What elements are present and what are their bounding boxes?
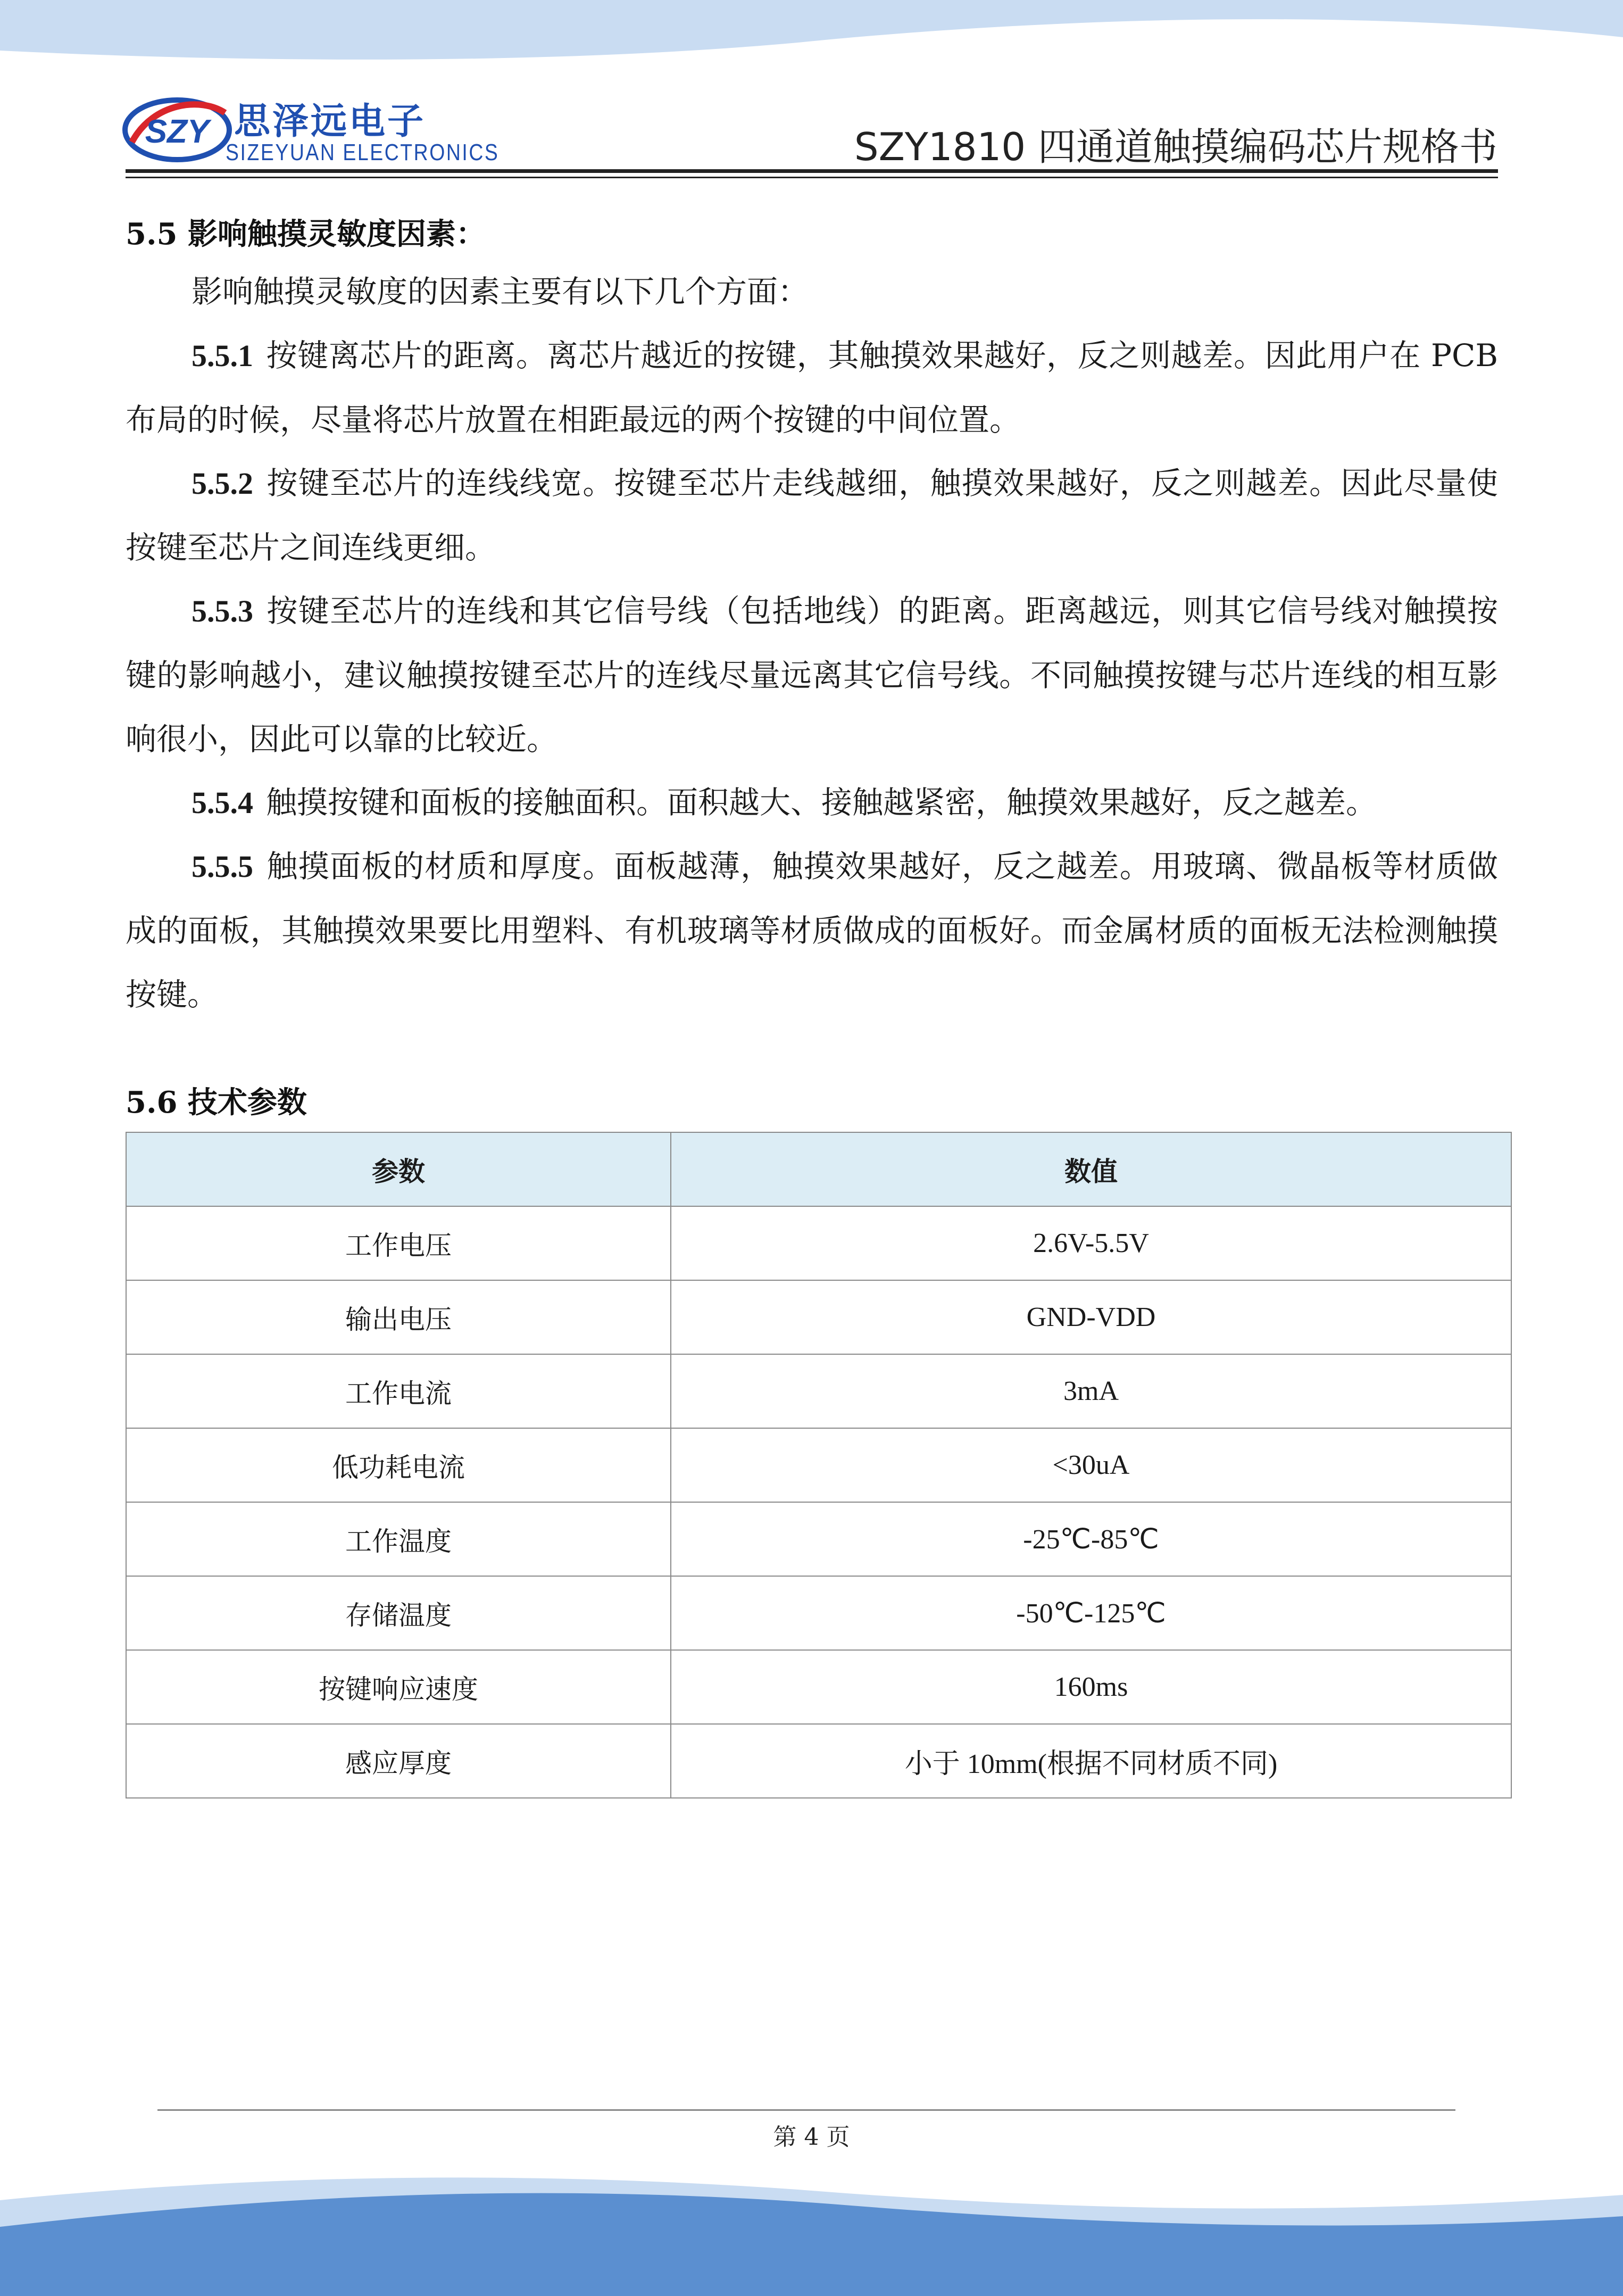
column-header: 参数: [126, 1132, 671, 1206]
param-value: 160ms: [671, 1650, 1511, 1724]
param-value: 小于 10mm(根据不同材质不同): [671, 1724, 1511, 1798]
list-item-5-5-1: [126, 324, 1498, 452]
item-text: 按键至芯片的连线线宽。按键至芯片走线越细，触摸效果越好，反之则越差。因此尽量使按键至芯片之间连线更细。: [126, 465, 1498, 566]
table-row: [126, 1428, 1511, 1502]
param-value: -50℃-125℃: [671, 1576, 1511, 1650]
list-item-5-5-2: [126, 451, 1498, 579]
item-text: 触摸面板的材质和厚度。面板越薄，触摸效果越好，反之越差。用玻璃、微晶板等材质做成的面板，其触摸效果要比用塑料、有机玻璃等材质做成的面板好。而金属材质的面板无法检测触摸按键。: [126, 848, 1498, 1013]
table-header-row: [126, 1132, 1511, 1206]
item-number: 5.5.4: [192, 785, 253, 820]
param-value: GND-VDD: [671, 1280, 1511, 1354]
item-number: 5.5.3: [192, 594, 253, 628]
list-item-5-5-3: [126, 579, 1498, 771]
item-number: 5.5.5: [192, 849, 253, 884]
item-number: 5.5.2: [192, 466, 253, 501]
param-name: 低功耗电流: [126, 1428, 671, 1502]
table-row: [126, 1354, 1511, 1428]
footer-rule: [157, 2109, 1455, 2111]
param-name: 工作温度: [126, 1502, 671, 1576]
param-value: -25℃-85℃: [671, 1502, 1511, 1576]
company-logo: [121, 92, 233, 166]
item-text: 按键离芯片的距离。离芯片越近的按键，其触摸效果越好，反之则越差。因此用户在 PCB 布局的时候，尽量将芯片放置在相距最远的两个按键的中间位置。: [126, 337, 1498, 438]
header-rule-thick: [126, 169, 1498, 173]
column-header: 数值: [671, 1132, 1511, 1206]
header-rule-thin: [126, 177, 1498, 178]
document-title: SZY1810 四通道触摸编码芯片规格书: [854, 125, 1497, 169]
section-5-5-intro: [126, 260, 1498, 324]
page-number: 第 4 页: [773, 2124, 850, 2151]
table-row: [126, 1576, 1511, 1650]
table-row: [126, 1280, 1511, 1354]
param-name: 按键响应速度: [126, 1650, 671, 1724]
table-row: [126, 1650, 1511, 1724]
logo-emblem-icon: [121, 92, 233, 166]
logo-chinese-name: 思泽远电子: [234, 101, 426, 143]
section-5-5-heading: 5.5 影响触摸灵敏度因素：: [126, 217, 486, 252]
param-value: 2.6V-5.5V: [671, 1206, 1511, 1280]
logo-english-name: SIZEYUAN ELECTRONICS: [226, 139, 500, 165]
logo-badge-text: SZY: [145, 113, 210, 150]
table-row: [126, 1724, 1511, 1798]
list-item-5-5-5: [126, 834, 1498, 1026]
section-5-6-heading: 5.6 技术参数: [126, 1085, 307, 1120]
table-row: [126, 1502, 1511, 1576]
footer-wave: [0, 2168, 1623, 2296]
param-name: 存储温度: [126, 1576, 671, 1650]
param-name: 工作电流: [126, 1354, 671, 1428]
header-wave: [0, 0, 1623, 69]
param-name: 输出电压: [126, 1280, 671, 1354]
item-number: 5.5.1: [192, 338, 253, 373]
intro-text: 影响触摸灵敏度的因素主要有以下几个方面：: [192, 273, 809, 310]
item-text: 触摸按键和面板的接触面积。面积越大、接触越紧密，触摸效果越好，反之越差。: [266, 784, 1377, 820]
table-row: [126, 1206, 1511, 1280]
param-value: 3mA: [671, 1354, 1511, 1428]
tech-params-table: [126, 1132, 1512, 1798]
item-text: 按键至芯片的连线和其它信号线（包括地线）的距离。距离越远，则其它信号线对触摸按键的影响越小，建议触摸按键至芯片的连线尽量远离其它信号线。不同触摸按键与芯片连线的相互影响很小，因此可以靠的比较近。: [126, 593, 1498, 757]
param-value: <30uA: [671, 1428, 1511, 1502]
param-name: 感应厚度: [126, 1724, 671, 1798]
param-name: 工作电压: [126, 1206, 671, 1280]
list-item-5-5-4: [126, 770, 1498, 835]
